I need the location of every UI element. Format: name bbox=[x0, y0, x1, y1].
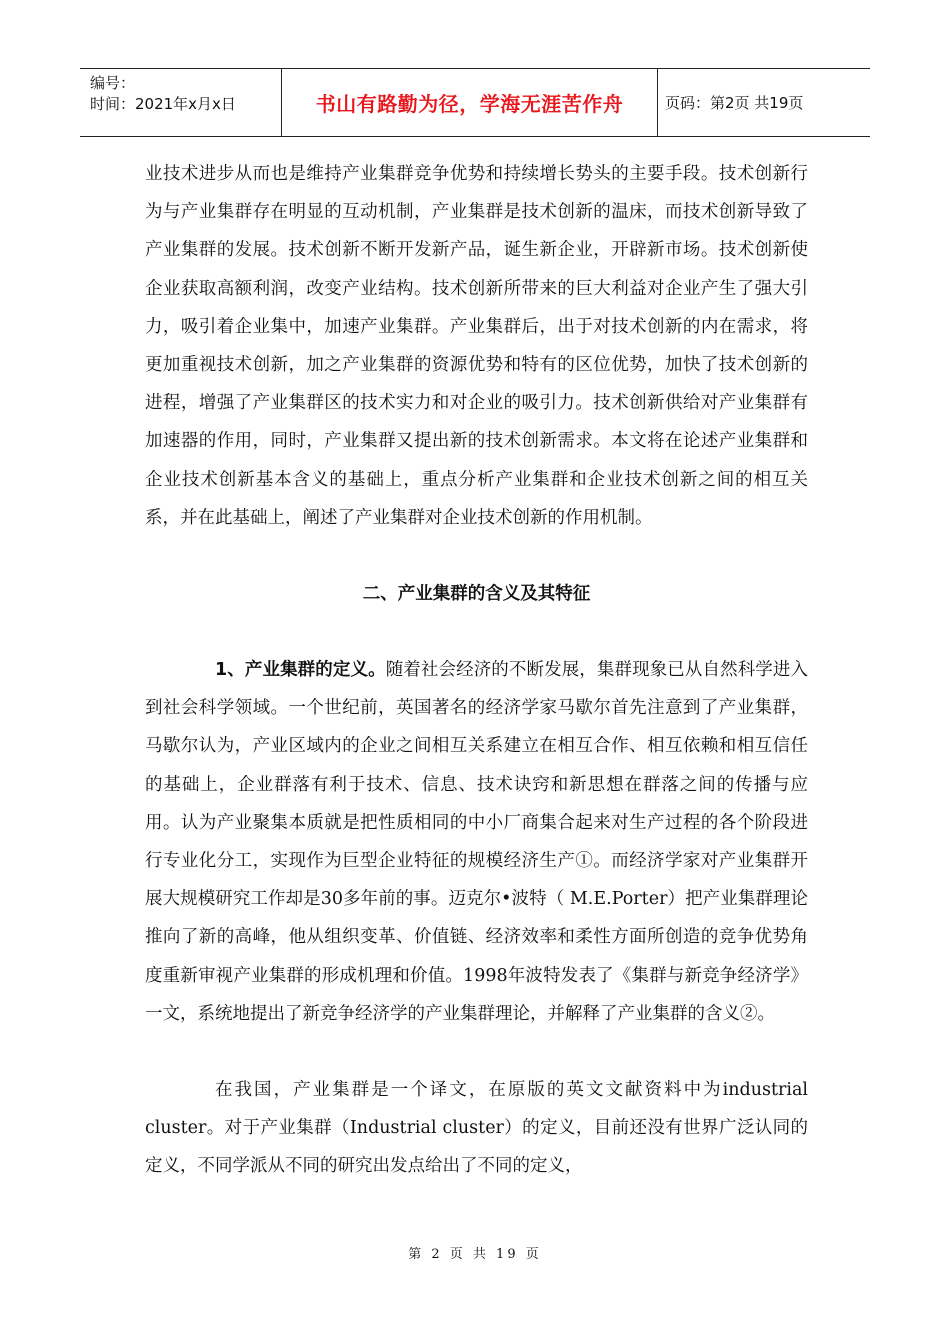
document-body bbox=[145, 155, 808, 1186]
header-page-info bbox=[658, 69, 870, 136]
header-motto bbox=[282, 69, 658, 136]
definition-lead: 1、产业集群的定义。 bbox=[215, 660, 386, 681]
paragraph-china: 在我国，产业集群是一个译文，在原版的英文文献资料中为industrial cluster。对于产业集群（Industrial cluster）的定义，目前还没有世界广泛认同的定义，不同学派从不同的研究出发点给出了不同的定义， bbox=[145, 1080, 808, 1177]
motto-text: 书山有路勤为径，学海无涯苦作舟 bbox=[315, 92, 624, 116]
time-label: 时间：2021年x月x日 bbox=[90, 95, 236, 113]
footer-page-number: 第 2 页 共 19 页 bbox=[408, 1247, 542, 1262]
document-header bbox=[80, 68, 870, 137]
definition-text: 随着社会经济的不断发展，集群现象已从自然科学进入到社会科学领域。一个世纪前，英国著名的经济学家马歇尔首先注意到了产业集群，马歇尔认为，产业区域内的企业之间相互关系建立在相互合作、相互依赖和相互信任的基础上，企业群落有利于技术、信息、技术诀窍和新思想在群落之间的传播与应用。认为产业聚集本质就是把性质相同的中小厂商集合起来对生产过程的各个阶段进行专业化分工，实现作为巨型企业特征的规模经济生产①。而经济学家对产业集群开展大规模研究工作却是30多年前的事。迈克尔•波特（ M.E.Porter）把产业集群理论推向了新的高峰，他从组织变革、价值链、经济效率和柔性方面所创造的竞争优势角度重新审视产业集群的形成机理和价值。1998年波特发表了《集群与新竞争经济学》一文，系统地提出了新竞争经济学的产业集群理论，并解释了产业集群的含义②。 bbox=[145, 660, 808, 1024]
page-footer bbox=[0, 1243, 950, 1262]
paragraph-definition bbox=[145, 651, 808, 1033]
page-info-text: 页码：第2页 共19页 bbox=[665, 94, 804, 112]
header-meta bbox=[80, 69, 282, 136]
section-heading: 二、产业集群的含义及其特征 bbox=[362, 584, 591, 605]
paragraph-intro: 业技术进步从而也是维持产业集群竞争优势和持续增长势头的主要手段。技术创新行为与产业集群存在明显的互动机制，产业集群是技术创新的温床，而技术创新导致了产业集群的发展。技术创新不断开发新产品，诞生新企业，开辟新市场。技术创新使企业获取高额利润，改变产业结构。技术创新所带来的巨大利益对企业产生了强大引力，吸引着企业集中，加速产业集群。产业集群后，出于对技术创新的内在需求，将更加重视技术创新，加之产业集群的资源优势和特有的区位优势，加快了技术创新的进程，增强了产业集群区的技术实力和对企业的吸引力。技术创新供给对产业集群有加速器的作用，同时，产业集群又提出新的技术创新需求。本文将在论述产业集群和企业技术创新基本含义的基础上，重点分析产业集群和企业技术创新之间的相互关系，并在此基础上，阐述了产业集群对企业技术创新的作用机制。 bbox=[145, 164, 808, 528]
number-label: 编号： bbox=[90, 74, 136, 92]
